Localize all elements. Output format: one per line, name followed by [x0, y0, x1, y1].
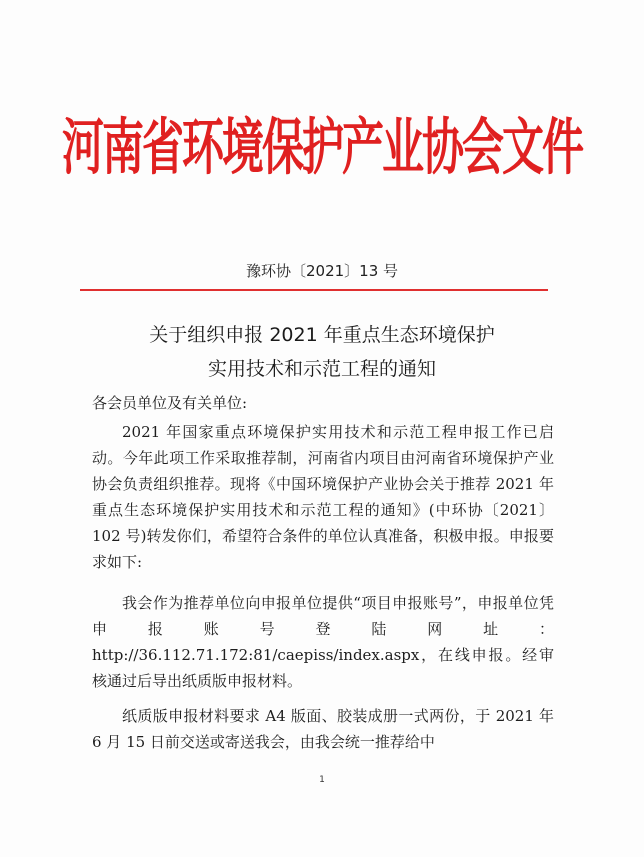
paragraph-3: 纸质版申报材料要求 A4 版面、胶装成册一式两份，于 2021 年 6 月 15 日前交送或寄送我会，由我会统一推荐给中	[92, 707, 554, 751]
notice-title-line1: 关于组织申报 2021 年重点生态环境保护	[149, 324, 495, 346]
document-number: 豫环协〔2021〕13 号	[245, 262, 399, 280]
masthead-title: 河南省环境保护产业协会文件	[61, 111, 582, 183]
notice-title-line2: 实用技术和示范工程的通知	[207, 358, 436, 380]
page-number: 1	[319, 775, 325, 785]
paragraph-1: 2021 年国家重点环境保护实用技术和示范工程申报工作已启动。今年此项工作采取推荐制，河南省内项目由河南省环境保护产业协会负责组织推荐。现将《中国环境保护产业协会关于推荐 2021 年重点生态环境保护实用技术和示范工程的通知》(中环协〔2021〕102 号)转发你们，希望符合条件的单位认真准备，积极申报。申报要求如下:	[92, 423, 554, 571]
paragraph-2: 我会作为推荐单位向申报单位提供“项目申报账号”，申报单位凭申报账号登陆网址：http://36.112.71.172:81/caepiss/index.aspx，在线申报。经审核通过后导出纸质版申报材料。	[92, 594, 554, 690]
red-divider	[80, 289, 548, 291]
salutation: 各会员单位及有关单位:	[92, 394, 248, 412]
